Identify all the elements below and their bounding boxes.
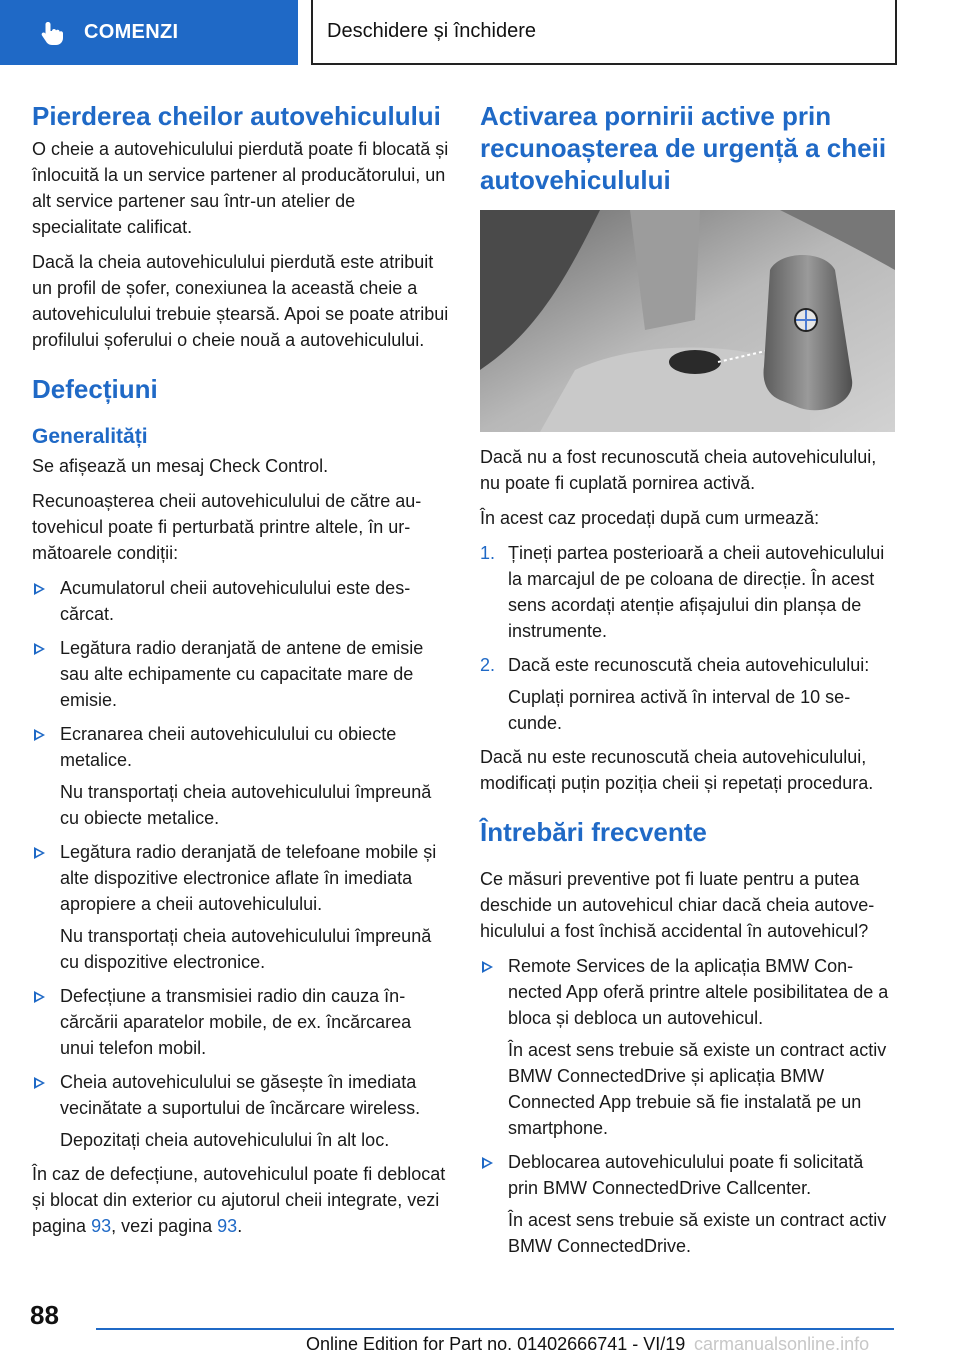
triangle-bullet-icon — [34, 583, 45, 595]
list-item-text: Deblocarea autovehiculului poate fi solicitată prin BMW ConnectedDrive Callcenter. — [508, 1152, 864, 1198]
heading-general: Generalități — [32, 425, 148, 448]
watermark: carmanualsonline.info — [694, 1334, 870, 1354]
heading-emergency-start: Activarea pornirii active prin recunoașterea de urgență a cheii autovehiculului — [480, 101, 887, 195]
faq-list — [480, 953, 898, 1259]
heading-faq: Întrebări frecvente — [480, 817, 707, 847]
page-link[interactable]: 93 — [217, 1216, 238, 1236]
chapter-tab[interactable] — [0, 0, 298, 65]
page-number: 88 — [30, 1300, 59, 1330]
step-item — [480, 652, 898, 736]
left-column — [32, 100, 450, 1248]
paragraph: Dacă nu a fost recunoscută cheia autovehiculului, nu poate fi cuplată pornirea activă. — [480, 447, 877, 493]
list-item — [32, 1069, 450, 1153]
list-item — [32, 721, 450, 831]
heading-faults: Defecțiuni — [32, 374, 158, 404]
list-item-text: Acumulatorul cheii autovehiculului este descărcat. — [60, 578, 411, 624]
steering-column-key-illustration — [480, 210, 895, 432]
closing-mid: , vezi pagina — [111, 1216, 218, 1236]
hand-pointer-icon — [38, 19, 66, 47]
section-label: Deschidere și închidere — [327, 20, 536, 42]
paragraph: Ce măsuri preventive pot fi luate pentru a putea deschide un autovehicul chiar dacă cheia autovehiculului a fost închisă accidental în autovehicul? — [480, 869, 875, 941]
section-tab[interactable] — [311, 0, 897, 65]
list-item-text: Ecranarea cheii autovehiculului cu obiecte metalice. — [60, 724, 397, 770]
triangle-bullet-icon — [34, 847, 45, 859]
list-item-text: Cheia autovehiculului se găsește în imediata vecinătate a suportului de încărcare wireless. — [60, 1072, 421, 1118]
list-item-note: În acest sens trebuie să existe un contract activ BMW ConnectedDrive. — [508, 1210, 887, 1256]
steps-list — [480, 540, 898, 736]
list-item-note: În acest sens trebuie să existe un contract activ BMW ConnectedDrive și aplicația BMW Connected App trebuie să fie instalată pe un smartphone. — [508, 1040, 887, 1138]
page-header — [0, 0, 960, 66]
paragraph: Dacă nu este recunoscută cheia autovehiculului, modificați puțin poziția cheii și repetați procedura. — [480, 747, 874, 793]
closing-paragraph — [32, 1161, 450, 1239]
list-item-text: Legătura radio deranjată de antene de emisie sau alte echipamente cu capacitate mare de emisie. — [60, 638, 424, 710]
step-text: Țineți partea posterioară a cheii autovehiculului la marcajul de pe coloana de direcție. În acest sens acordați atenție afișajului din planșa de instrumente. — [508, 543, 885, 641]
list-item-note: Nu transportați cheia autovehiculului împreună cu obiecte metalice. — [60, 782, 432, 828]
triangle-bullet-icon — [482, 1157, 493, 1169]
step-item — [480, 540, 898, 644]
closing-end: . — [237, 1216, 243, 1236]
page-link[interactable]: 93 — [91, 1216, 112, 1236]
paragraph: O cheie a autovehiculului pierdută poate fi blocată și înlocuită la un service partener al producătorului, un alt service partener sau într-un atelier de specialitate calificat. — [32, 139, 449, 237]
list-item-note: Depozitați cheia autovehiculului în alt loc. — [60, 1130, 390, 1150]
edition-text: Online Edition for Part no. 01402666741 - VI/19 — [306, 1334, 686, 1354]
heading-lost-keys: Pierderea cheilor autovehiculului — [32, 101, 441, 131]
list-item — [480, 1149, 898, 1259]
list-item — [32, 635, 450, 713]
triangle-bullet-icon — [34, 991, 45, 1003]
paragraph: În acest caz procedați după cum urmează: — [480, 508, 820, 528]
paragraph: Recunoașterea cheii autovehiculului de către autovehicul poate fi perturbată printre altele, în următoarele condiții: — [32, 491, 422, 563]
list-item-text: Legătura radio deranjată de telefoane mobile și alte dispozitive electronice aflate în imediata apropiere a cheii autovehiculului. — [60, 842, 437, 914]
step-note: Cuplați pornirea activă în interval de 10 secunde. — [508, 687, 851, 733]
list-item — [32, 983, 450, 1061]
triangle-bullet-icon — [34, 729, 45, 741]
list-item-text: Defecțiune a transmisiei radio din cauza încărcării aparatelor mobile, de ex. încărcarea unui telefon mobil. — [60, 986, 412, 1058]
step-text: Dacă este recunoscută cheia autovehiculului: — [508, 655, 870, 675]
triangle-bullet-icon — [482, 961, 493, 973]
list-item — [32, 575, 450, 627]
closing-text: În caz de defecțiune, autovehiculul poate fi deblocat și blocat din exterior cu ajutorul cheii integrate, vezi pagina — [32, 1164, 446, 1236]
list-item-text: Remote Services de la aplicația BMW Connected App oferă printre altele posibilitatea de a bloca și debloca un autovehicul. — [508, 956, 889, 1028]
list-item-note: Nu transportați cheia autovehiculului împreună cu dispozitive electronice. — [60, 926, 432, 972]
triangle-bullet-icon — [34, 643, 45, 655]
list-item — [32, 839, 450, 975]
chapter-label: COMENZI — [84, 21, 179, 43]
conditions-list — [32, 575, 450, 1153]
triangle-bullet-icon — [34, 1077, 45, 1089]
paragraph: Se afișează un mesaj Check Control. — [32, 456, 329, 476]
list-item — [480, 953, 898, 1141]
footer-divider — [96, 1328, 894, 1330]
right-column — [480, 100, 898, 1267]
paragraph: Dacă la cheia autovehiculului pierdută este atribuit un profil de șofer, conexiunea la această cheie a autovehiculului trebuie ștearsă. Apoi se poate atribui profilului șoferului o cheie nouă a autovehiculului. — [32, 252, 449, 350]
step-number: 2. — [480, 655, 496, 675]
step-number: 1. — [480, 543, 496, 563]
